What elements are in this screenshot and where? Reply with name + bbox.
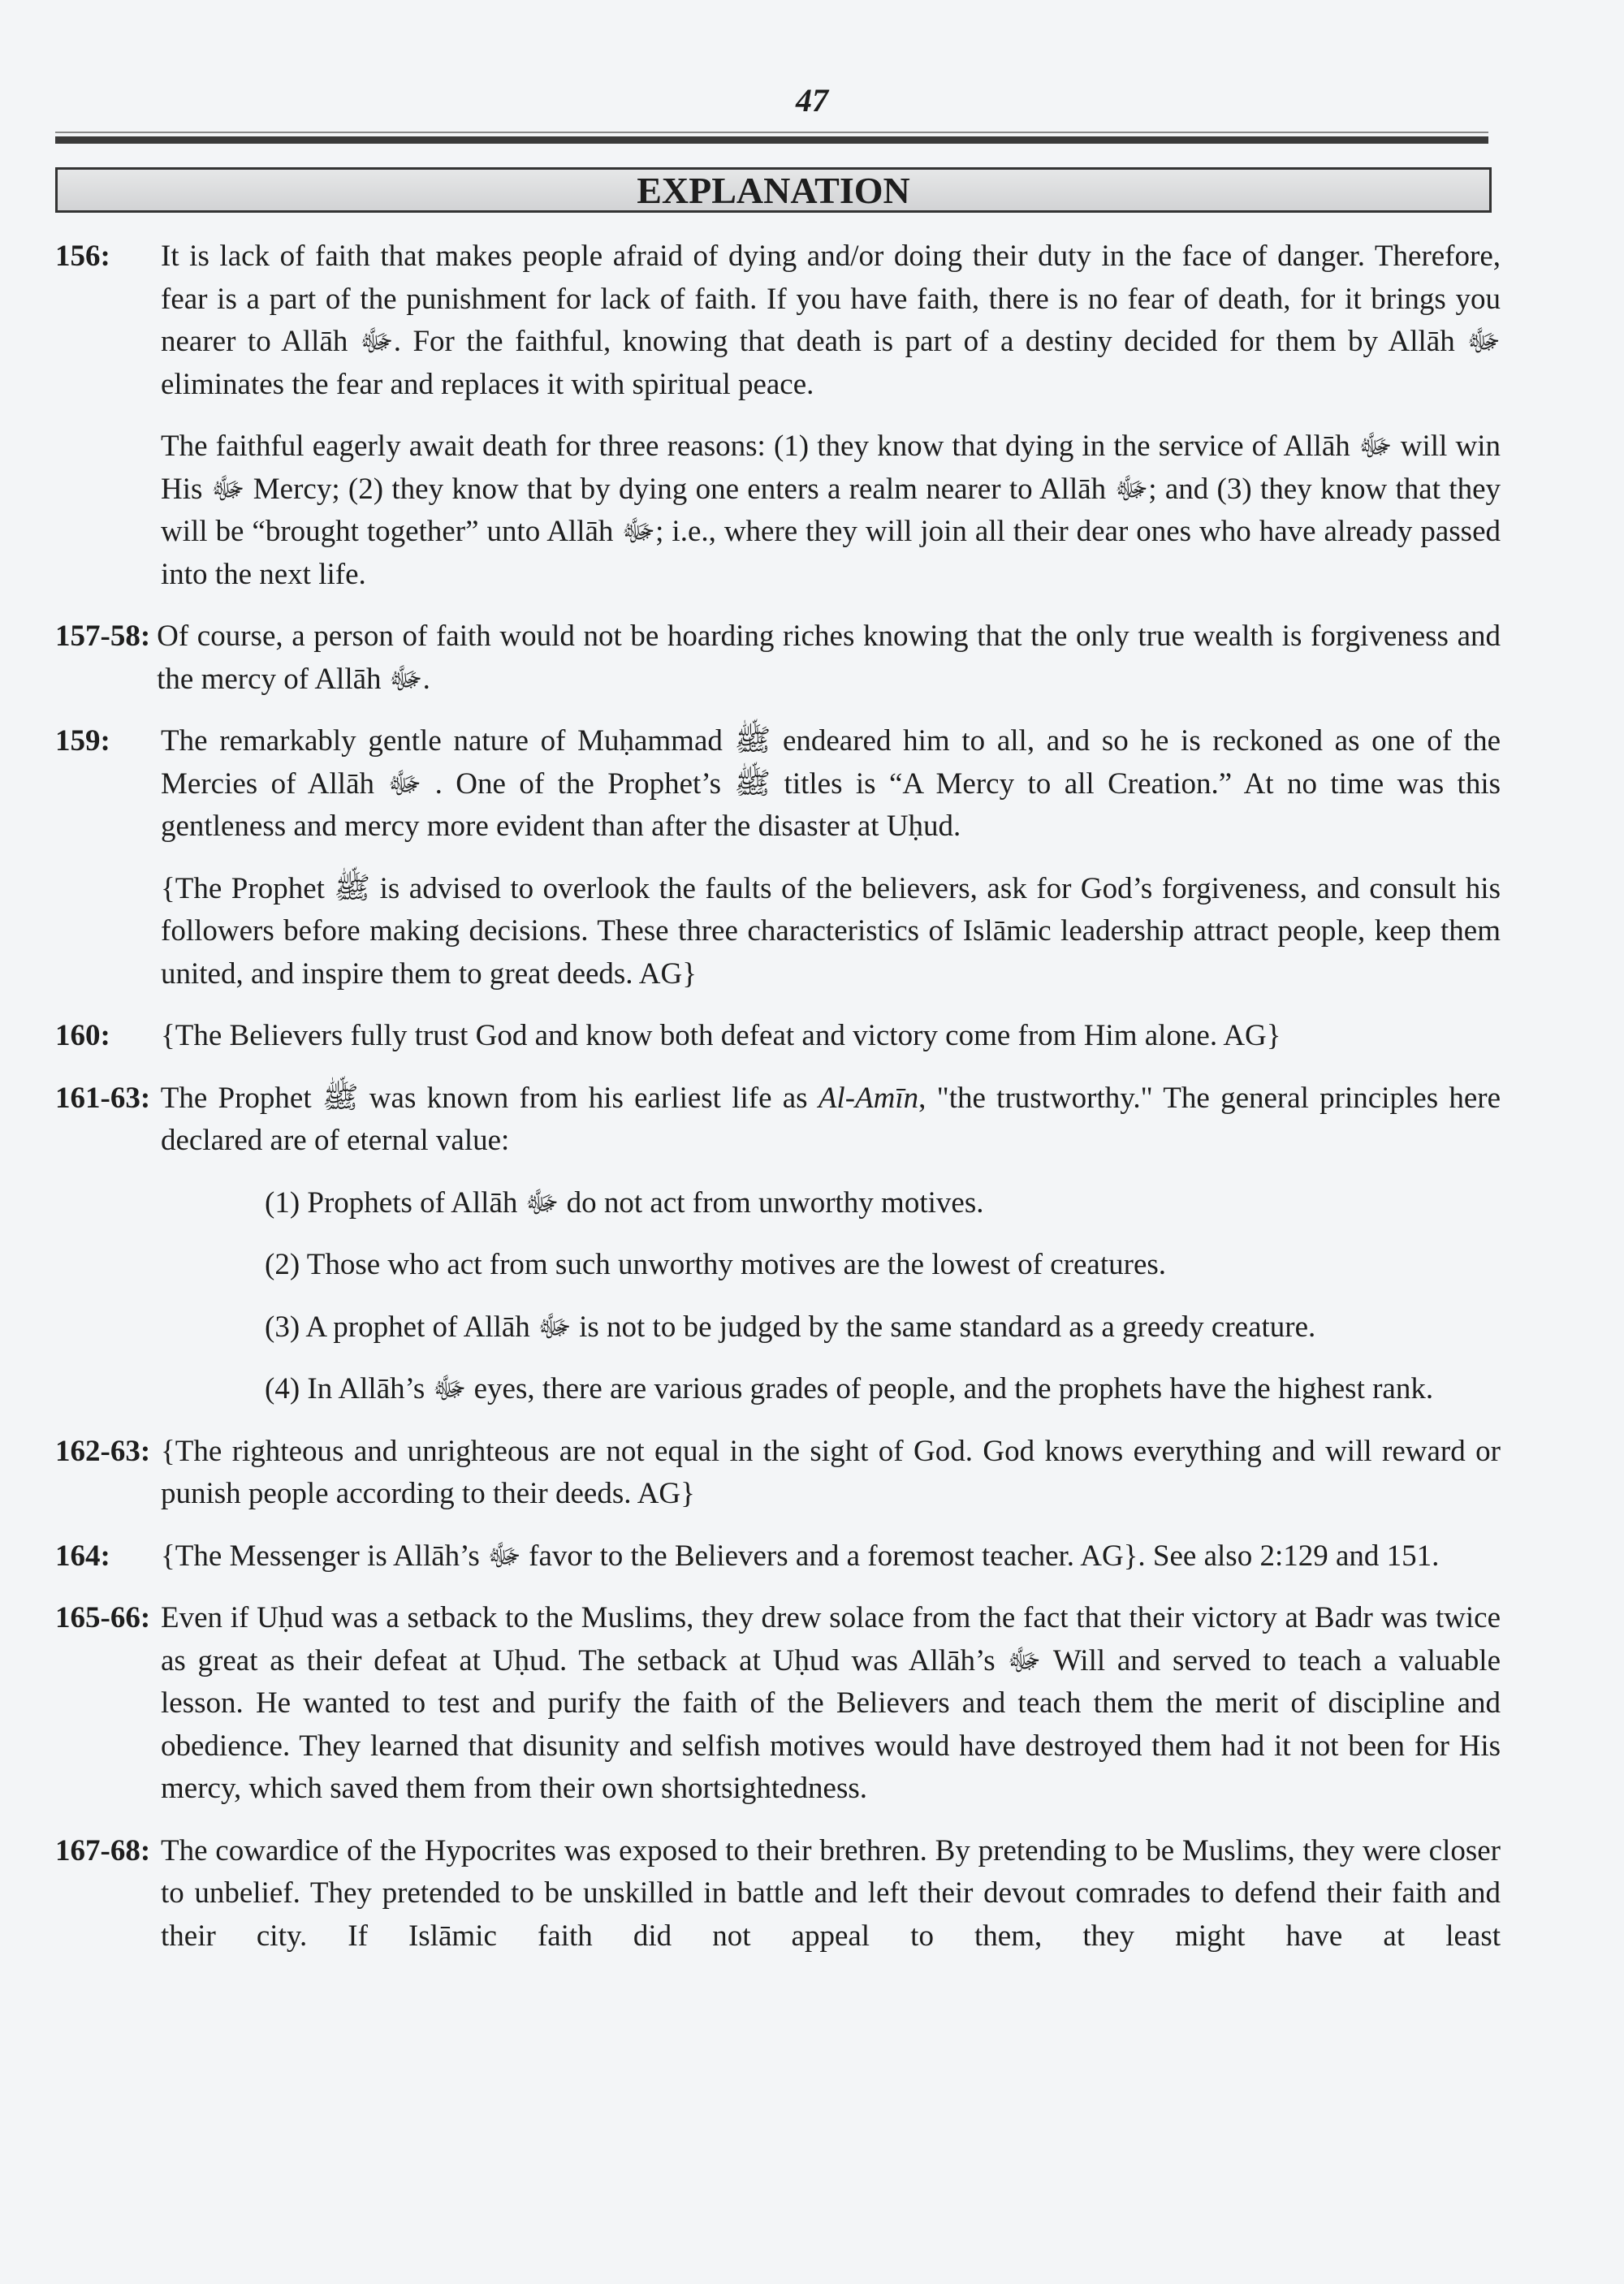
- paragraph: {The Prophet ﷺ is advised to overlook the faults of the believers, ask for God’s forgiveness, and consult his followers before making decisions. These three characteristics of Islāmic leadership attract people, keep them united, and inspire them to great deeds. AG}: [161, 871, 1501, 991]
- paragraph: {The Messenger is Allāh’s ﷻ favor to the Believers and a foremost teacher. AG}. See also 2:129 and 151.: [161, 1539, 1440, 1573]
- paragraph: 161-63: The Prophet ﷺ was known from his earliest life as Al-Amīn, "the trustworthy." The general principles here declared are of eternal value:: [55, 1081, 1501, 1157]
- paragraph: {The Believers fully trust God and know both defeat and victory come from Him alone. AG}: [161, 1019, 1281, 1052]
- header-rule: [55, 136, 1488, 144]
- entry-160: [55, 1015, 1501, 1058]
- verse-label: 156:: [55, 240, 110, 273]
- verse-label: 162-63:: [55, 1434, 151, 1468]
- entry-162-63: [55, 1431, 1501, 1516]
- title-al-amin: Al-Amīn: [818, 1081, 919, 1115]
- verse-label: 167-68:: [55, 1833, 151, 1867]
- paragraph: The faithful eagerly await death for three reasons: (1) they know that dying in the service of Allāh ﷻ will win His ﷻ Mercy; (2) they know that by dying one enters a realm nearer to Allāh ﷻ; and (3) they know that they will be “brought together” unto Allāh ﷻ; i.e., where they will join all their dear ones who have already passed into the next life.: [161, 430, 1501, 591]
- verse-label: 157-58:: [55, 620, 151, 653]
- header-rule-thin: [55, 132, 1488, 133]
- paragraph: Of course, a person of faith would not be hoarding riches knowing that the only true wealth is forgiveness and the mercy of Allāh ﷻ.: [157, 620, 1501, 696]
- list-item: (4) In Allāh’s ﷻ eyes, there are various grades of people, and the prophets have the highest rank.: [265, 1372, 1434, 1405]
- verse-label: 165-66:: [55, 1601, 151, 1634]
- entry-164: [55, 1535, 1501, 1578]
- paragraph: It is lack of faith that makes people afraid of dying and/or doing their duty in the face of danger. Therefore, fear is a part of the punishment for lack of faith. If you have faith, there is no fear of death, for it brings you nearer to Allāh ﷻ. For the faithful, knowing that death is part of a destiny decided for them by Allāh ﷻ eliminates the fear and replaces it with spiritual peace.: [161, 240, 1501, 401]
- paragraph: Even if Uḥud was a setback to the Muslims, they drew solace from the fact that their victory at Badr was twice as great as their defeat at Uḥud. The setback at Uḥud was Allāh’s ﷻ Will and served to teach a valuable lesson. He wanted to test and purify the faith of the Believers and teach them the merit of discipline and obedience. They learned that disunity and selfish motives would have destroyed them had it not been for His mercy, which saved them from their own shortsightedness.: [161, 1601, 1501, 1805]
- verse-label: 159:: [55, 724, 110, 758]
- list-item: (2) Those who act from such unworthy motives are the lowest of creatures.: [265, 1248, 1167, 1281]
- paragraph: The cowardice of the Hypocrites was exposed to their brethren. By pretending to be Muslims, they were closer to unbelief. They pretended to be unskilled in battle and left their devout comrades to defend their faith and their city. If Islāmic faith did not appeal to them, they might have at least: [161, 1833, 1501, 1953]
- paragraph: The remarkably gentle nature of Muḥammad ﷺ endeared him to all, and so he is reckoned as one of the Mercies of Allāh ﷻ . One of the Prophet’s ﷺ titles is “A Mercy to all Creation.” At no time was this gentleness and mercy more evident than after the disaster at Uḥud.: [161, 724, 1501, 843]
- verse-label: 161-63:: [55, 1081, 151, 1115]
- principles-list: [265, 1182, 1501, 1411]
- section-title-box: [55, 167, 1492, 213]
- entry-157-58: [55, 615, 1501, 701]
- verse-label: 164:: [55, 1539, 110, 1573]
- verse-label: 160:: [55, 1019, 110, 1052]
- list-item: (1) Prophets of Allāh ﷻ do not act from unworthy motives.: [265, 1185, 984, 1220]
- entry-167-68: [55, 1830, 1501, 1958]
- entry-156: [55, 235, 1501, 596]
- section-title: EXPLANATION: [637, 170, 910, 211]
- entry-165-66: [55, 1597, 1501, 1811]
- paragraph: {The righteous and unrighteous are not equal in the sight of God. God knows everything and will reward or punish people according to their deeds. AG}: [161, 1434, 1501, 1510]
- entry-161-63: [55, 1077, 1501, 1411]
- explanation-content: [55, 235, 1501, 1977]
- page-number: 47: [796, 82, 828, 119]
- list-item: (3) A prophet of Allāh ﷻ is not to be judged by the same standard as a greedy creature.: [265, 1310, 1316, 1344]
- entry-159: [55, 720, 1501, 995]
